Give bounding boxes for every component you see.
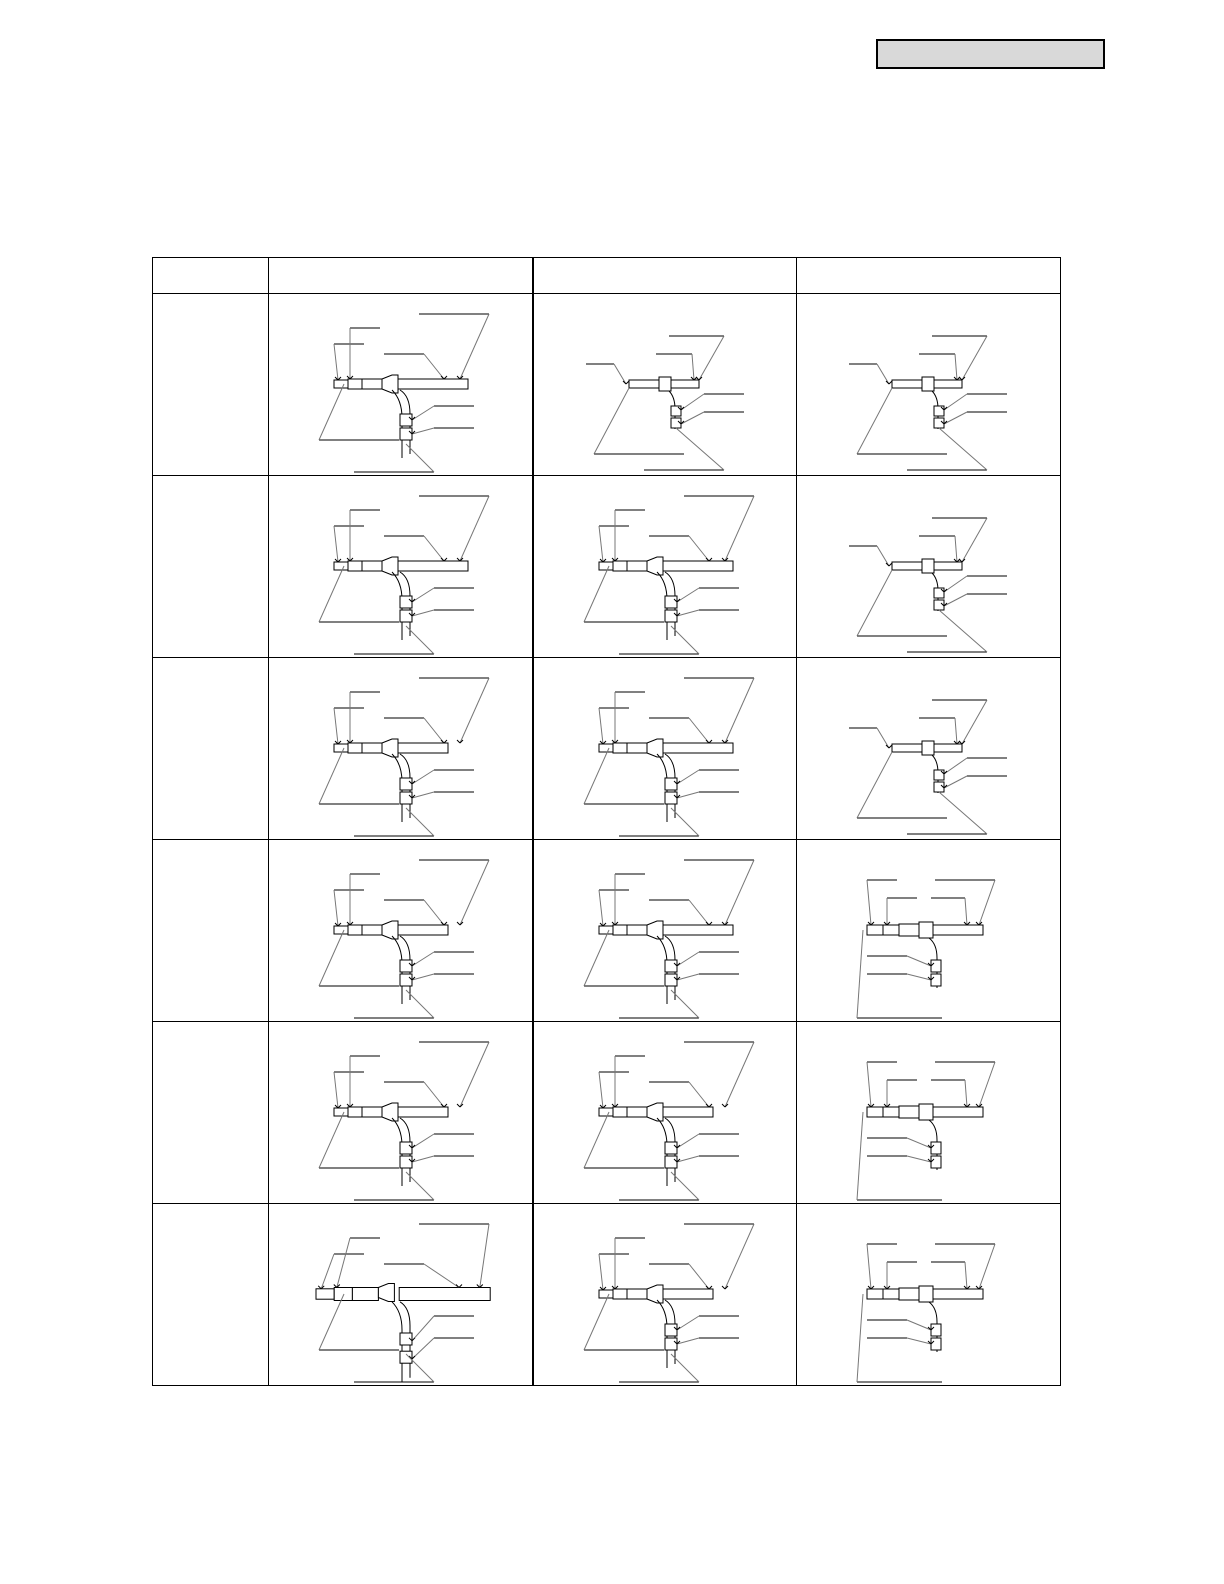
branch-pipe-drawing [797, 294, 1057, 474]
branch-pipe-drawing-cell [533, 658, 797, 840]
table-row [153, 658, 1061, 840]
column-header-2 [533, 258, 797, 294]
column-header-1 [269, 258, 533, 294]
branch-pipe-drawing-cell [797, 476, 1061, 658]
header-box [876, 39, 1105, 69]
branch-pipe-drawing-cell [269, 1022, 533, 1204]
branch-pipe-drawing-cell [533, 840, 797, 1022]
branch-pipe-drawing [269, 476, 529, 656]
table-row [153, 1022, 1061, 1204]
branch-pipe-drawing [534, 294, 794, 474]
branch-pipe-drawing [269, 294, 529, 474]
table-row [153, 840, 1061, 1022]
branch-pipe-drawing [534, 1204, 794, 1384]
branch-pipe-drawing [534, 840, 794, 1020]
branch-pipe-drawing [269, 1204, 529, 1384]
branch-pipe-drawing [534, 476, 794, 656]
row-label [153, 476, 269, 658]
branch-pipe-drawing-cell [269, 1204, 533, 1386]
branch-pipe-drawing-cell [797, 658, 1061, 840]
branch-pipe-drawing [797, 1204, 1057, 1384]
branch-pipe-drawing-cell [269, 658, 533, 840]
branch-pipe-drawing [269, 840, 529, 1020]
row-label [153, 1204, 269, 1386]
table-row [153, 1204, 1061, 1386]
branch-pipe-drawing [269, 1022, 529, 1202]
row-label [153, 840, 269, 1022]
branch-pipe-drawing [797, 840, 1057, 1020]
row-label [153, 658, 269, 840]
branch-pipe-drawing [797, 1022, 1057, 1202]
branch-pipe-drawing-cell [797, 1204, 1061, 1386]
branch-pipe-drawing-cell [533, 294, 797, 476]
table-row [153, 294, 1061, 476]
branch-pipe-drawing-cell [533, 1022, 797, 1204]
branch-pipe-drawing-cell [269, 294, 533, 476]
row-label [153, 294, 269, 476]
branch-pipe-drawing [797, 476, 1057, 656]
branch-pipe-drawing [534, 658, 794, 838]
column-header-0 [153, 258, 269, 294]
table-row [153, 476, 1061, 658]
row-label [153, 1022, 269, 1204]
table-header-row [153, 258, 1061, 294]
branch-pipe-drawing-cell [269, 840, 533, 1022]
branch-pipe-drawing-cell [797, 1022, 1061, 1204]
branch-pipe-drawing-cell [533, 1204, 797, 1386]
branch-pipe-drawing [534, 1022, 794, 1202]
branch-pipe-drawing-cell [797, 840, 1061, 1022]
branch-pipe-drawing-cell [269, 476, 533, 658]
branch-pipe-drawing-cell [533, 476, 797, 658]
branch-pipe-table [152, 257, 1061, 1386]
branch-pipe-drawing [269, 658, 529, 838]
branch-pipe-drawing-cell [797, 294, 1061, 476]
branch-pipe-drawing [797, 658, 1057, 838]
column-header-3 [797, 258, 1061, 294]
